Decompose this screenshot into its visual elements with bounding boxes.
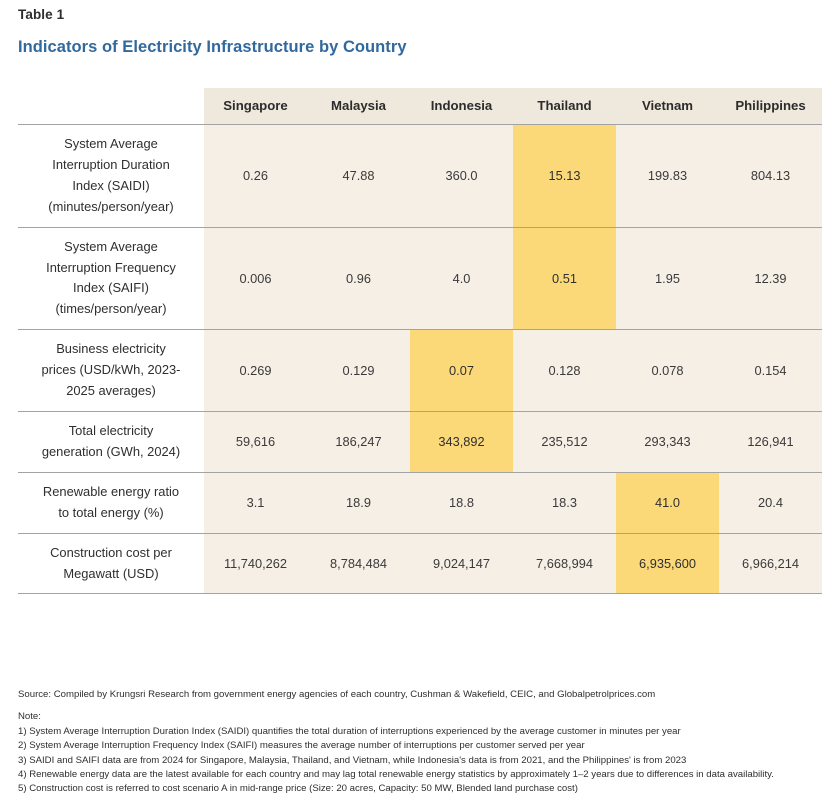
table-cell: 8,784,484 [307,533,410,594]
note-line-4: 4) Renewable energy data are the latest available for each country and may lag total renewable energy statistics by approximately 1–2 years due to differences in data availability. [18,768,774,780]
table-cell: 0.07 [410,330,513,412]
note-line-5: 5) Construction cost is referred to cost scenario A in mid-range price (Size: 20 acres, Capacity: 50 MW, Blended land purchase cost) [18,783,578,795]
column-header-philippines: Philippines [719,88,822,125]
column-header-indonesia: Indonesia [410,88,513,125]
table-cell: 1.95 [616,227,719,330]
table-cell: 41.0 [616,472,719,533]
table-cell: 0.006 [204,227,307,330]
table-cell: 7,668,994 [513,533,616,594]
table-cell: 0.26 [204,125,307,228]
table-row [18,533,822,594]
source-line: Source: Compiled by Krungsri Research from government energy agencies of each country, Cushman & Wakefield, CEIC, and Globalpetrolprices.com [18,689,656,700]
table-cell: 4.0 [410,227,513,330]
table-row [18,411,822,472]
table-cell: 235,512 [513,411,616,472]
column-header-thailand: Thailand [513,88,616,125]
note-heading: Note: [18,710,41,722]
table-cell: 0.129 [307,330,410,412]
table-cell: 186,247 [307,411,410,472]
row-label: System Average Interruption Duration Index (SAIDI) (minutes/person/year) [18,125,204,228]
row-label: System Average Interruption Frequency Index (SAIFI) (times/person/year) [18,227,204,330]
table-row [18,472,822,533]
table-cell: 0.154 [719,330,822,412]
note-line-2: 2) System Average Interruption Frequency Index (SAIFI) measures the average number of interruptions per customer served per year [18,740,585,752]
table-number-label: Table 1 [18,7,65,22]
table-corner-cell [18,88,204,125]
note-line-3: 3) SAIDI and SAIFI data are from 2024 for Singapore, Malaysia, Thailand, and Vietnam, while Indonesia's data is from 2021, and the Philippines' is from 2023 [18,754,687,766]
table-body [18,125,822,594]
table-cell: 15.13 [513,125,616,228]
column-header-malaysia: Malaysia [307,88,410,125]
table-cell: 9,024,147 [410,533,513,594]
table-cell: 47.88 [307,125,410,228]
data-table-container [18,88,822,594]
table-cell: 59,616 [204,411,307,472]
column-header-singapore: Singapore [204,88,307,125]
note-line-1: 1) System Average Interruption Duration Index (SAIDI) quantifies the total duration of interruptions experienced by the average customer in minutes per year [18,725,681,737]
table-header [18,88,822,125]
table-cell: 126,941 [719,411,822,472]
page-title: Indicators of Electricity Infrastructure by Country [18,38,407,56]
table-row [18,227,822,330]
table-cell: 18.8 [410,472,513,533]
column-header-vietnam: Vietnam [616,88,719,125]
table-row [18,125,822,228]
table-cell: 804.13 [719,125,822,228]
row-label: Renewable energy ratio to total energy (%) [18,472,204,533]
table-cell: 360.0 [410,125,513,228]
table-cell: 20.4 [719,472,822,533]
table-cell: 0.128 [513,330,616,412]
table-cell: 0.96 [307,227,410,330]
table-footnotes [18,688,824,797]
indicators-table [18,88,822,594]
table-cell: 343,892 [410,411,513,472]
table-header-row [18,88,822,125]
table-cell: 12.39 [719,227,822,330]
table-cell: 18.3 [513,472,616,533]
table-cell: 6,935,600 [616,533,719,594]
table-cell: 199.83 [616,125,719,228]
table-cell: 3.1 [204,472,307,533]
table-cell: 0.51 [513,227,616,330]
row-label: Total electricity generation (GWh, 2024) [18,411,204,472]
row-label: Business electricity prices (USD/kWh, 2023- 2025 averages) [18,330,204,412]
table-cell: 0.269 [204,330,307,412]
table-cell: 0.078 [616,330,719,412]
table-cell: 6,966,214 [719,533,822,594]
table-cell: 293,343 [616,411,719,472]
table-row [18,330,822,412]
table-cell: 18.9 [307,472,410,533]
row-label: Construction cost per Megawatt (USD) [18,533,204,594]
table-cell: 11,740,262 [204,533,307,594]
